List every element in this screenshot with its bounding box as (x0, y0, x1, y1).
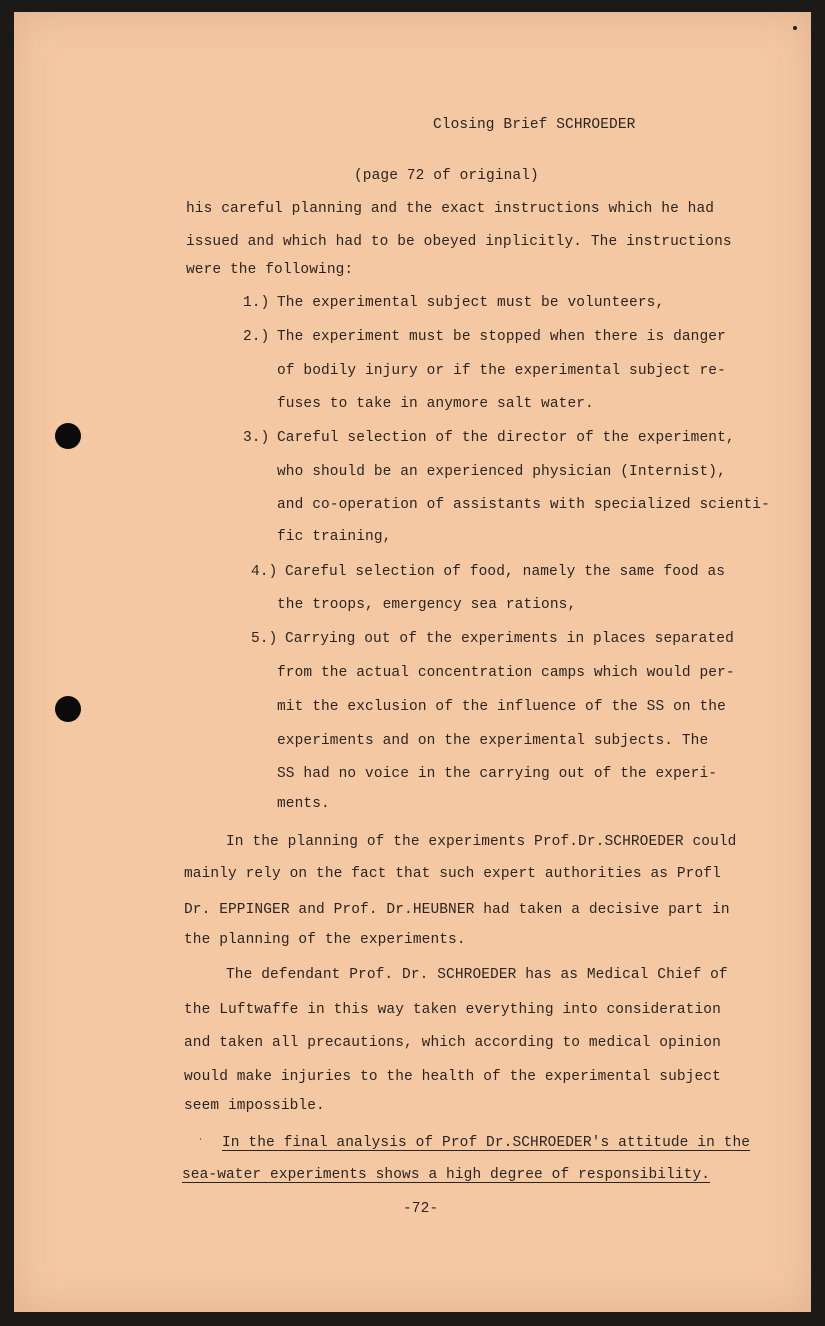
list-item-line: fic training, (277, 529, 392, 545)
running-header: Closing Brief SCHROEDER (433, 117, 636, 133)
paragraph-line: The defendant Prof. Dr. SCHROEDER has as Medical Chief of (226, 967, 728, 983)
paragraph-line: the planning of the experiments. (184, 932, 466, 948)
list-item-line: The experiment must be stopped when there is danger (277, 329, 726, 345)
bullet-mark: · (198, 1135, 203, 1144)
list-item-line: of bodily injury or if the experimental subject re- (277, 363, 726, 379)
intro-line: his careful planning and the exact instructions which he had (186, 201, 715, 217)
list-item-line: who should be an experienced physician (Internist), (277, 464, 726, 480)
page-number: -72- (403, 1201, 439, 1217)
list-item-line: The experimental subject must be volunteers, (277, 295, 665, 311)
list-item-number: 1.) (243, 295, 270, 311)
list-item-line: ments. (277, 796, 330, 812)
paragraph-line: seem impossible. (184, 1098, 325, 1114)
list-item-number: 3.) (243, 430, 270, 446)
page-note: (page 72 of original) (354, 168, 539, 184)
list-item-line: Careful selection of food, namely the same food as (285, 564, 726, 580)
punch-hole-top (55, 423, 81, 449)
intro-line: issued and which had to be obeyed inplicitly. The instructions (186, 234, 732, 250)
conclusion-line: sea-water experiments shows a high degree of responsibility. (182, 1167, 711, 1183)
paragraph-line: would make injuries to the health of the experimental subject (184, 1069, 721, 1085)
punch-hole-bottom (55, 696, 81, 722)
list-item-number: 2.) (243, 329, 270, 345)
list-item-line: from the actual concentration camps which would per- (277, 665, 735, 681)
paragraph-line: mainly rely on the fact that such expert authorities as Profl (184, 866, 721, 882)
list-item-line: Careful selection of the director of the experiment, (277, 430, 735, 446)
list-item-line: fuses to take in anymore salt water. (277, 396, 594, 412)
list-item-number: 5.) (251, 631, 278, 647)
conclusion-line: In the final analysis of Prof Dr.SCHROEDER's attitude in the (222, 1135, 751, 1151)
list-item-line: experiments and on the experimental subjects. The (277, 733, 709, 749)
list-item-line: and co-operation of assistants with specialized scienti- (277, 497, 770, 513)
list-item-line: Carrying out of the experiments in places separated (285, 631, 734, 647)
paragraph-line: the Luftwaffe in this way taken everything into consideration (184, 1002, 721, 1018)
ink-dot (793, 26, 797, 30)
list-item-line: the troops, emergency sea rations, (277, 597, 577, 613)
paragraph-line: Dr. EPPINGER and Prof. Dr.HEUBNER had taken a decisive part in (184, 902, 730, 918)
paragraph-line: and taken all precautions, which according to medical opinion (184, 1035, 721, 1051)
list-item-number: 4.) (251, 564, 278, 580)
list-item-line: mit the exclusion of the influence of the SS on the (277, 699, 726, 715)
intro-line: were the following: (186, 262, 354, 278)
paragraph-line: In the planning of the experiments Prof.Dr.SCHROEDER could (226, 834, 737, 850)
list-item-line: SS had no voice in the carrying out of the experi- (277, 766, 718, 782)
